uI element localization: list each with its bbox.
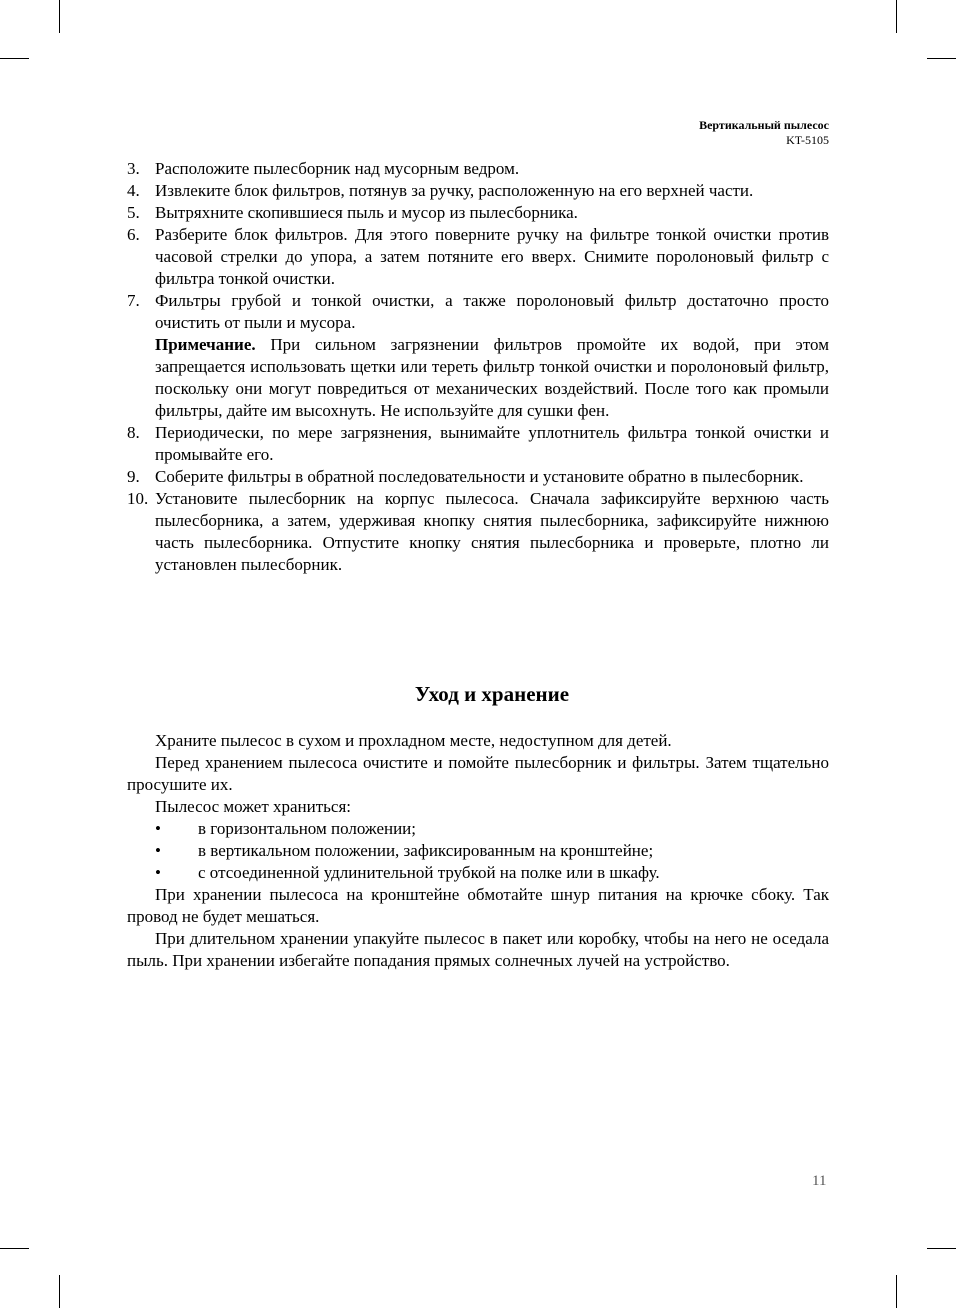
crop-mark [0, 1248, 29, 1249]
list-item [127, 466, 829, 488]
paragraph: Храните пылесос в сухом и прохладном месте, недоступном для детей. [155, 731, 672, 750]
list-item-text: Расположите пылесборник над мусорным ведром. [155, 159, 520, 178]
section-title: Уход и хранение [414, 682, 570, 706]
list-item-text: Извлеките блок фильтров, потянув за ручку, расположенную на его верхней части. [155, 181, 754, 200]
bullet-text: с отсоединенной удлинительной трубкой на полке или в шкафу. [198, 863, 660, 882]
list-item [127, 158, 829, 180]
list-item [127, 224, 829, 290]
paragraph: Перед хранением пылесоса очистите и помойте пылесборник и фильтры. Затем тщательно просушите их. [127, 753, 829, 794]
list-item-number: 5. [127, 203, 140, 222]
storage-section [127, 730, 829, 972]
list-item-number: 4. [127, 181, 140, 200]
note-label: Примечание. [155, 335, 256, 354]
bullet-icon: • [155, 819, 161, 838]
list-item-number: 9. [127, 467, 140, 486]
crop-mark [896, 0, 897, 33]
crop-mark [896, 1275, 897, 1308]
list-item [127, 488, 829, 576]
bullet-text: в горизонтальном положении; [198, 819, 417, 838]
bullet-item [155, 818, 829, 840]
list-item-number: 8. [127, 423, 140, 442]
running-header [699, 118, 829, 148]
list-item [127, 422, 829, 466]
note-paragraph [155, 334, 829, 422]
crop-mark [0, 58, 29, 59]
bullet-icon: • [155, 841, 161, 860]
note-text: При сильном загрязнении фильтров промойте их водой, при этом запрещается использовать щетки или тереть фильтр тонкой очистки и поролоновый фильтр, поскольку они могут повредиться от механических воздействий. После того как промыли фильтры, дайте им высохнуть. Не используйте для сушки фен. [155, 335, 829, 420]
bullet-text: в вертикальном положении, зафиксированным на кронштейне; [198, 841, 654, 860]
crop-mark [927, 58, 956, 59]
bullet-icon: • [155, 863, 161, 882]
paragraph: Пылесос может храниться: [155, 797, 352, 816]
list-item-text: Установите пылесборник на корпус пылесоса. Сначала зафиксируйте верхнюю часть пылесборника, а затем, удерживая кнопку снятия пылесборника, зафиксируйте нижнюю часть пылесборника. Отпустите кнопку снятия пылесборника и проверьте, плотно ли установлен пылесборник. [155, 489, 829, 574]
list-item-text: Вытряхните скопившиеся пыль и мусор из пылесборника. [155, 203, 578, 222]
crop-mark [59, 0, 60, 33]
page-number: 11 [812, 1173, 827, 1189]
list-item-text: Периодически, по мере загрязнения, вынимайте уплотнитель фильтра тонкой очистки и промывайте его. [155, 423, 829, 464]
bullet-item [155, 840, 829, 862]
list-item [127, 202, 829, 224]
paragraph: При длительном хранении упакуйте пылесос в пакет или коробку, чтобы на него не оседала пыль. При хранении избегайте попадания прямых солнечных лучей на устройство. [127, 929, 829, 970]
list-item [127, 180, 829, 202]
header-title: Вертикальный пылесос [699, 118, 829, 132]
crop-mark [927, 1248, 956, 1249]
list-item-text: Фильтры грубой и тонкой очистки, а также поролоновый фильтр достаточно просто очистить от пыли и мусора. [155, 291, 829, 332]
paragraph: При хранении пылесоса на кронштейне обмотайте шнур питания на крючке сбоку. Так провод не будет мешаться. [127, 885, 829, 926]
list-item-number: 6. [127, 225, 140, 244]
list-item-text: Соберите фильтры в обратной последовательности и установите обратно в пылесборник. [155, 467, 804, 486]
list-item-number: 7. [127, 291, 140, 310]
header-model: KT-5105 [786, 133, 829, 147]
list-item-text: Разберите блок фильтров. Для этого поверните ручку на фильтре тонкой очистки против часовой стрелки до упора, а затем потяните его вверх. Снимите поролоновый фильтр с фильтра тонкой очистки. [155, 225, 829, 288]
instructions-list [127, 158, 829, 576]
list-item-number: 10. [127, 489, 149, 508]
list-item [127, 290, 829, 334]
list-item-number: 3. [127, 159, 140, 178]
crop-mark [59, 1275, 60, 1308]
bullet-item [155, 862, 829, 884]
